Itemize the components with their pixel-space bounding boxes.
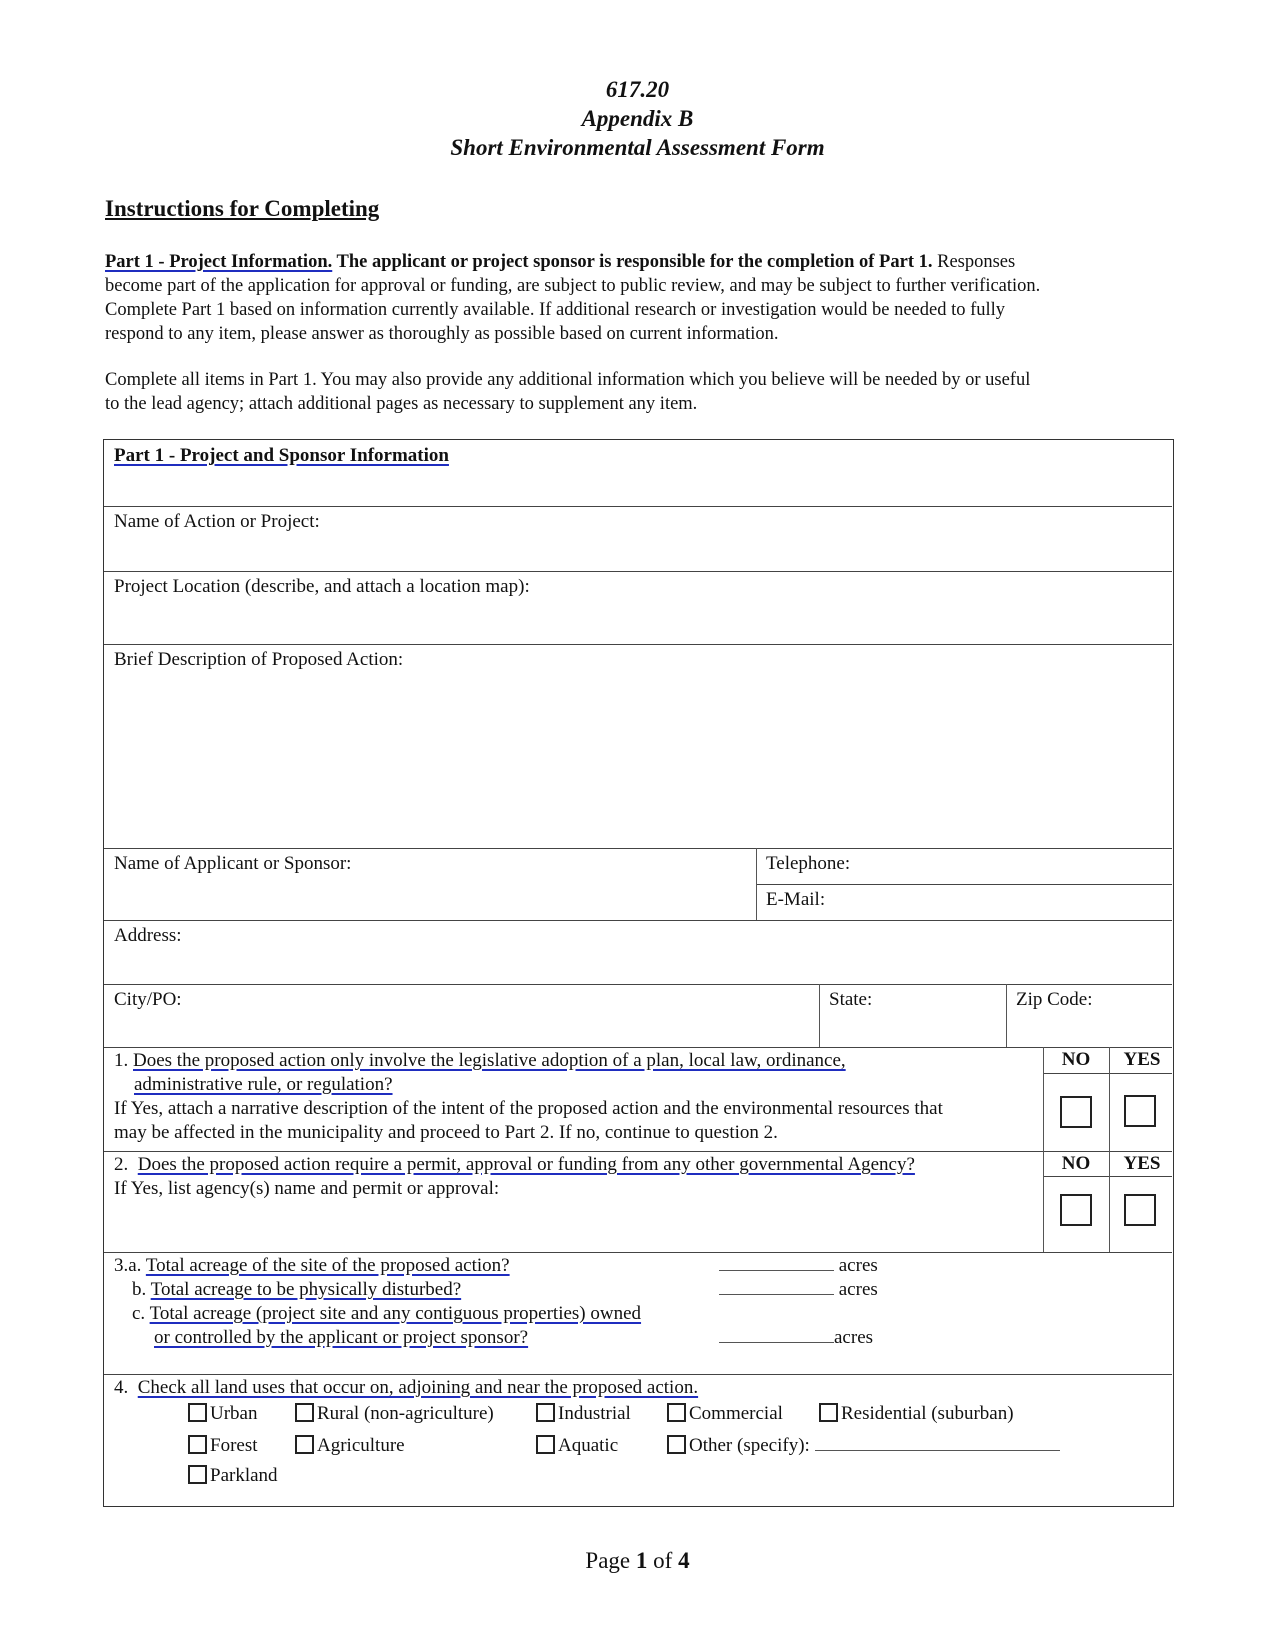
agriculture-checkbox[interactable] <box>295 1435 314 1454</box>
q1-yes-checkbox[interactable] <box>1124 1095 1156 1127</box>
question-3a <box>114 1254 510 1278</box>
landuse-aquatic[interactable] <box>536 1434 618 1458</box>
of-word: of <box>653 1548 673 1573</box>
divider <box>104 984 1172 985</box>
zip-label: Zip Code: <box>1016 989 1093 1010</box>
paragraph-2-line-1: Complete all items in Part 1. You may also provide any additional information which you believe will be needed by or useful <box>105 370 1031 390</box>
landuse-residential[interactable] <box>819 1402 1014 1426</box>
question-2-number: 2. <box>114 1154 129 1175</box>
q1-no-checkbox[interactable] <box>1060 1096 1092 1128</box>
rural-label: Rural (non-agriculture) <box>317 1403 494 1424</box>
instructions-paragraph-2 <box>105 368 1185 416</box>
landuse-rural[interactable] <box>295 1402 494 1426</box>
divider <box>1006 984 1007 1047</box>
rural-checkbox[interactable] <box>295 1403 314 1422</box>
email-label: E-Mail: <box>766 889 826 910</box>
other-checkbox[interactable] <box>667 1435 686 1454</box>
current-page: 1 <box>635 1548 648 1573</box>
landuse-parkland[interactable] <box>188 1464 278 1488</box>
question-1 <box>114 1049 1039 1145</box>
q3c-acres-field[interactable] <box>719 1326 873 1350</box>
commercial-checkbox[interactable] <box>667 1403 686 1422</box>
paragraph-1-line-3: Complete Part 1 based on information currently available. If additional research or investigation would be needed to fully <box>105 300 1006 320</box>
divider <box>104 1151 1172 1152</box>
part1-link[interactable]: Part 1 - Project Information. <box>105 252 333 272</box>
question-2-instruction: If Yes, list agency(s) name and permit or approval: <box>114 1178 500 1199</box>
question-3c <box>132 1302 641 1326</box>
aquatic-label: Aquatic <box>558 1435 619 1456</box>
residential-label: Residential (suburban) <box>841 1403 1014 1424</box>
divider <box>756 884 1172 885</box>
paragraph-1-line-1 <box>105 250 1185 274</box>
responsibility-statement: The applicant or project sponsor is responsible for the completion of Part 1. <box>332 252 933 272</box>
q2-no-header: NO <box>1061 1153 1091 1174</box>
other-label: Other (specify): <box>689 1435 810 1456</box>
divider <box>104 644 1172 645</box>
divider <box>756 848 757 920</box>
landuse-forest[interactable] <box>188 1434 258 1458</box>
other-specify-blank[interactable] <box>815 1435 1060 1451</box>
question-3c-continued <box>154 1326 528 1350</box>
parkland-checkbox[interactable] <box>188 1465 207 1484</box>
divider <box>819 984 820 1047</box>
question-1-link-continued[interactable]: administrative rule, or regulation? <box>134 1074 393 1095</box>
paragraph-1-line-4: respond to any item, please answer as thoroughly as possible based on current information. <box>105 324 779 344</box>
industrial-checkbox[interactable] <box>536 1403 555 1422</box>
q3a-acres-field[interactable] <box>719 1254 878 1278</box>
question-1-link[interactable]: Does the proposed action only involve the legislative adoption of a plan, local law, ordinance, <box>133 1050 846 1071</box>
sponsor-information-table <box>103 439 1174 1507</box>
q3a-prefix: 3.a. <box>114 1255 142 1276</box>
landuse-urban[interactable] <box>188 1402 257 1426</box>
divider <box>104 1047 1172 1048</box>
aquatic-checkbox[interactable] <box>536 1435 555 1454</box>
question-2 <box>114 1153 1039 1201</box>
commercial-label: Commercial <box>689 1403 783 1424</box>
q3c-link-continued[interactable]: or controlled by the applicant or project sponsor? <box>154 1327 529 1348</box>
telephone-label: Telephone: <box>766 853 851 874</box>
q3c-prefix: c. <box>132 1303 146 1324</box>
address-label: Address: <box>114 925 182 946</box>
q3a-link[interactable]: Total acreage of the site of the proposed action? <box>145 1255 510 1276</box>
urban-checkbox[interactable] <box>188 1403 207 1422</box>
form-number: 617.20 <box>605 77 670 102</box>
paragraph-1-line-2: become part of the application for approval or funding, are subject to public review, and may be subject to further verification. <box>105 276 1041 296</box>
divider <box>104 848 1172 849</box>
divider <box>1043 1073 1172 1074</box>
divider <box>104 1252 1172 1253</box>
q3b-acres-field[interactable] <box>719 1278 878 1302</box>
project-location-label: Project Location (describe, and attach a location map): <box>114 576 530 597</box>
q3b-unit: acres <box>838 1279 878 1300</box>
appendix-title: Appendix B <box>581 106 694 131</box>
form-title: Short Environmental Assessment Form <box>450 135 825 160</box>
name-of-action-label: Name of Action or Project: <box>114 511 320 532</box>
landuse-commercial[interactable] <box>667 1402 783 1426</box>
question-2-link[interactable]: Does the proposed action require a permit, approval or funding from any other governmental Agency? <box>137 1154 915 1175</box>
landuse-agriculture[interactable] <box>295 1434 405 1458</box>
instructions-paragraph-1 <box>105 250 1185 346</box>
q1-yes-header: YES <box>1123 1049 1161 1070</box>
q3b-link[interactable]: Total acreage to be physically disturbed? <box>150 1279 462 1300</box>
landuse-other[interactable] <box>667 1434 1060 1458</box>
instructions-heading: Instructions for Completing <box>105 196 380 221</box>
question-1-instruction-1: If Yes, attach a narrative description of the intent of the proposed action and the environmental resources that <box>114 1098 943 1119</box>
divider <box>1043 1047 1044 1252</box>
section-title[interactable]: Part 1 - Project and Sponsor Information <box>114 445 449 466</box>
industrial-label: Industrial <box>558 1403 631 1424</box>
urban-label: Urban <box>210 1403 258 1424</box>
divider <box>1043 1176 1172 1177</box>
q3c-link[interactable]: Total acreage (project site and any contiguous properties) owned <box>149 1303 642 1324</box>
state-label: State: <box>829 989 873 1010</box>
applicant-name-label: Name of Applicant or Sponsor: <box>114 853 352 874</box>
divider <box>104 506 1172 507</box>
landuse-industrial[interactable] <box>536 1402 631 1426</box>
page-indicator <box>0 1548 1275 1574</box>
q3a-unit: acres <box>838 1255 878 1276</box>
q2-yes-checkbox[interactable] <box>1124 1194 1156 1226</box>
city-label: City/PO: <box>114 989 182 1010</box>
question-4-link[interactable]: Check all land uses that occur on, adjoining and near the proposed action. <box>137 1377 699 1398</box>
q3b-prefix: b. <box>132 1279 147 1300</box>
forest-label: Forest <box>210 1435 258 1456</box>
question-1-instruction-2: may be affected in the municipality and proceed to Part 2. If no, continue to question 2. <box>114 1122 778 1143</box>
divider <box>104 571 1172 572</box>
forest-checkbox[interactable] <box>188 1435 207 1454</box>
page-word: Page <box>585 1548 631 1573</box>
total-pages: 4 <box>678 1548 690 1573</box>
question-3b <box>132 1278 461 1302</box>
question-4-number: 4. <box>114 1377 129 1398</box>
question-1-number: 1. <box>114 1050 129 1071</box>
question-4 <box>114 1376 698 1400</box>
paragraph-1-tail: Responses <box>932 252 1016 272</box>
q3b-acres-blank[interactable] <box>719 1279 834 1295</box>
paragraph-2-line-2: to the lead agency; attach additional pages as necessary to supplement any item. <box>105 394 698 414</box>
divider <box>104 1374 1172 1375</box>
q1-no-header: NO <box>1061 1049 1091 1070</box>
brief-description-label: Brief Description of Proposed Action: <box>114 649 404 670</box>
parkland-label: Parkland <box>210 1465 278 1486</box>
q3a-acres-blank[interactable] <box>719 1255 834 1271</box>
divider <box>104 920 1172 921</box>
q2-no-checkbox[interactable] <box>1060 1194 1092 1226</box>
q3c-unit: acres <box>834 1327 874 1348</box>
q2-yes-header: YES <box>1123 1153 1161 1174</box>
agriculture-label: Agriculture <box>317 1435 405 1456</box>
q3c-acres-blank[interactable] <box>719 1327 834 1343</box>
divider <box>1109 1047 1110 1252</box>
residential-checkbox[interactable] <box>819 1403 838 1422</box>
